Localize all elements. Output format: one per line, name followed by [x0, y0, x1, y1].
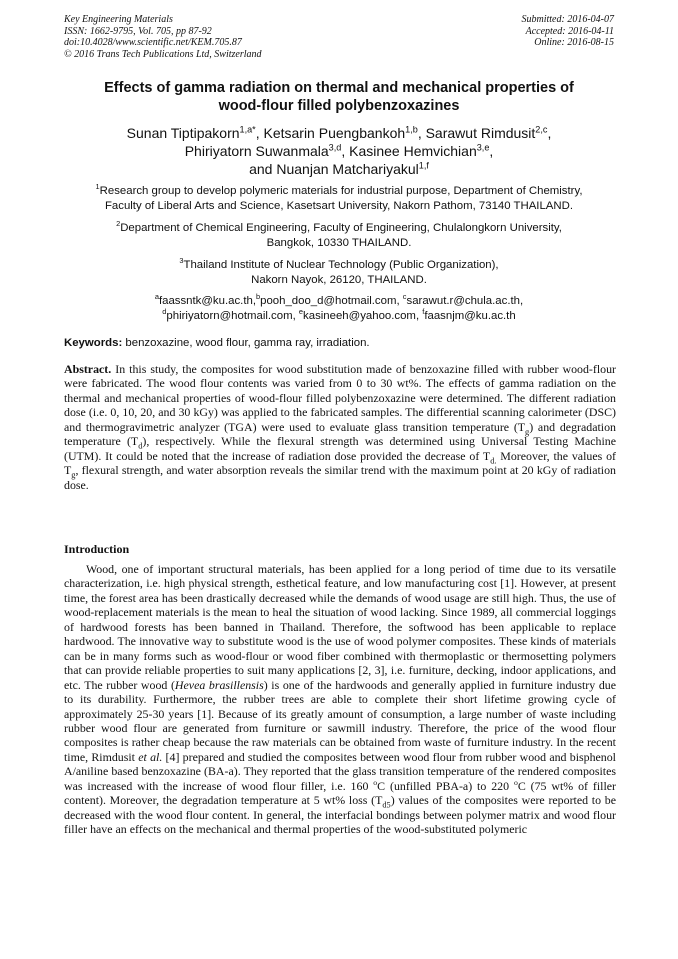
- affiliation-text: Bangkok, 10330 THAILAND.: [266, 236, 412, 249]
- author-name: Phiriyatorn Suwanmala: [184, 143, 329, 159]
- journal-issn: ISSN: 1662-9795, Vol. 705, pp 87-92: [64, 25, 212, 37]
- title-line-2: wood-flour filled polybenzoxazines: [218, 98, 460, 114]
- abstract: [64, 362, 616, 492]
- body-text: Wood, one of important structural materials, has been applied for a long period of time due to its versatile characterization, i.e. high physical strength, esthetical feature, and low manufacturing cost [1]. However, at present time, the forest area has been drastically decreased while the demands of wood usage are still high. Thus, the use of wood-replacement materials is the mean to heal the situation of wood lacking. Since 1989, all commercial loggings of hardwood forests has been banned in Thailand. Therefore, the softwood has been applicable to replace hardwood. The innovative way to substitute wood is the use of wood polymer composites. These kinds of materials can be in many forms such as wood-flour or wood fiber combined with thermoplastic or thermosetting polymers that can provide reliable properties to suit many applications [2, 3], i.e. furniture, decking, indoor applications, and etc. The rubber wood (: [64, 562, 616, 692]
- submitted-date: Submitted: 2016-04-07: [521, 14, 614, 25]
- accepted-date: Accepted: 2016-04-11: [525, 25, 614, 37]
- email-link[interactable]: kasineeh@yahoo.com: [303, 309, 416, 322]
- abstract-text: ) and degradation temperature (T: [64, 419, 616, 449]
- affiliation-text: Research group to develop polymeric materials for industrial purpose, Department of Chemistry,: [99, 185, 583, 197]
- email-sup: e: [298, 306, 304, 316]
- introduction-paragraph: [64, 562, 616, 837]
- author-name: Ketsarin Puengbankoh: [263, 125, 406, 141]
- abstract-text: , flexural strength, and water absorption reveals the similar trend with the maximum point at 20 kGy of radiation dose.: [64, 463, 616, 492]
- affiliation-2: [40, 221, 638, 250]
- author-affil-sup: 3,d: [328, 142, 342, 153]
- author-affil-sup: 3,e: [476, 142, 490, 153]
- email-link[interactable]: pooh_doo_d@hotmail.com: [260, 295, 397, 307]
- author-list: [40, 124, 638, 178]
- authors-line-3: [40, 160, 638, 178]
- journal-name: Key Engineering Materials: [64, 14, 173, 25]
- email-link[interactable]: faasnjm@ku.ac.th: [424, 309, 516, 322]
- section-heading-introduction: Introduction: [64, 542, 130, 556]
- author-affil-sup: 1,b: [405, 124, 418, 135]
- affiliation-text: Thailand Institute of Nuclear Technology (Public Organization),: [183, 259, 499, 271]
- body-text: [4] prepared and studied the composites between wood flour from rubber wood and bisphenol A/aniline based benzoxazine (BA-a). They reported that the glass transition temperature of the rendered composites was increased with the increase of wood flour filler, i.e. 160: [64, 749, 616, 793]
- author-conjunction: and: [249, 161, 273, 177]
- affiliation-text: Faculty of Liberal Arts and Science, Kasetsart University, Nakorn Pathom, 73140 THAILAND.: [104, 199, 574, 212]
- paper-title: [40, 79, 638, 115]
- authors-line-1: Sunan Tiptipakorn$^{1,a*}$, Ketsarin Puengbankoh$^{1,b}$, Sarawut Rimdusit$^{2,c}$,: [126, 124, 552, 141]
- author-name: Sarawut Rimdusit: [425, 125, 536, 141]
- email-sup: f: [422, 306, 425, 316]
- degree-sup: o: [373, 777, 378, 787]
- subscript: d.: [490, 456, 497, 466]
- affiliation-text: Department of Chemical Engineering, Faculty of Engineering, Chulalongkorn University,: [120, 222, 562, 234]
- email-sup: a: [154, 292, 159, 302]
- species-name: Hevea brasillensis: [174, 677, 264, 692]
- author-name: Nuanjan Matchariyakul: [276, 161, 419, 177]
- journal-doi: doi:10.4028/www.scientific.net/KEM.705.87: [64, 37, 242, 48]
- affiliation-text: Nakorn Nayok, 26120, THAILAND.: [251, 273, 427, 286]
- affiliation-1: [40, 184, 638, 213]
- author-affil-sup: 2,c: [535, 124, 548, 135]
- author-name: Sunan Tiptipakorn: [126, 125, 240, 141]
- author-affil-sup: 1,f: [418, 160, 429, 171]
- abstract-text: ), respectively. While the flexural strength was determined using Universal Testing Machine (UTM). It could be noted that the increase of radiation dose provided the decrease of T: [64, 434, 616, 463]
- abstract-text: Moreover, the values of T: [64, 448, 616, 478]
- affiliation-number: 3: [179, 256, 184, 266]
- degree-sup: o: [513, 777, 518, 787]
- author-affil-sup: 1,a*: [239, 124, 256, 135]
- abstract-text: In this study, the composites for wood substitution made of benzoxazine filled with rubber wood-flour were fabricated. The wood flour contents was varied from 0 to 30 wt%. The effects of gamma radiation on the thermal and mechanical properties of wood-flour filled polybenzoxazine were determined. The different radiation dose (i.e. 0, 10, 20, and 30 kGy) was applied to the fabricated samples. The differential scanning calorimeter (DSC) and thermogravimetric analyzer (TGA) were used to evaluate glass transition temperature (T: [64, 362, 616, 434]
- author-name: Kasinee Hemvichian: [349, 143, 477, 159]
- abstract-label: Abstract.: [64, 362, 112, 376]
- email-list: $^a$faassntk@ku.ac.th,$^b$pooh_doo_d@hotmail.com, $^c$sarawut.r@chula.ac.th, $^d$phiriyatorn@hotmail.com, $^e$kasineeh@yahoo.com, $^f$faasnjm@ku.ac.th: [154, 292, 524, 322]
- subscript: g: [71, 470, 76, 480]
- subscript: d5: [382, 800, 391, 810]
- title-line-1: Effects of gamma radiation on thermal and mechanical properties of: [104, 80, 574, 96]
- dates-header: [522, 14, 615, 49]
- email-link[interactable]: phiriyatorn@hotmail.com: [166, 309, 293, 322]
- email-sup: d: [162, 306, 167, 316]
- et-al: et al.: [138, 749, 163, 764]
- journal-copyright: © 2016 Trans Tech Publications Ltd, Switzerland: [64, 48, 262, 60]
- body-text: ) is one of the hardwoods and generally applied in furniture industry due to its durability. Furthermore, the rubber trees are able to complete their short lifetime growing cycle of approximately 25-30 years [1]. Because of its greatly amount of consumption, a large number of waste including rubber wood flour are generated from furniture or sawmill industry. Therefore, the price of the wood flour composites is rather cheap because the raw materials can be obtained from waste of furniture industry. In the recent time, Rimdusit: [64, 677, 616, 764]
- email-link[interactable]: sarawut.r@chula.ac.th: [406, 295, 520, 307]
- keywords-label: Keywords:: [64, 337, 123, 349]
- keywords-text: benzoxazine, wood flour, gamma ray, irradiation.: [125, 337, 370, 349]
- email-sup: c: [402, 292, 407, 302]
- authors-line-2: Phiriyatorn Suwanmala$^{3,d}$, Kasinee Hemvichian$^{3,e}$,: [184, 142, 494, 159]
- affiliation-number: 1: [95, 182, 100, 192]
- online-date: Online: 2016-08-15: [534, 37, 614, 48]
- journal-header: [64, 14, 262, 60]
- email-link[interactable]: faassntk@ku.ac.th: [158, 295, 253, 307]
- body-text: C (75 wt% of filler content). Moreover, the degradation temperature at 5 wt% loss (T: [64, 778, 616, 808]
- affiliation-3: [40, 258, 638, 287]
- body-text: C (unfilled PBA-a) to 220: [377, 778, 514, 793]
- subscript: g: [525, 427, 530, 437]
- body-text: ) values of the composites were reported to be decreased with the wood flour content. In general, the interfacial bondings between polymer matrix and wood flour filler have an effects on the mechanical and thermal properties of the wood-substituted polymeric: [64, 793, 616, 837]
- keywords: [64, 336, 616, 350]
- email-sup: b: [256, 292, 261, 302]
- subscript: d: [138, 441, 143, 451]
- affiliation-number: 2: [116, 219, 121, 229]
